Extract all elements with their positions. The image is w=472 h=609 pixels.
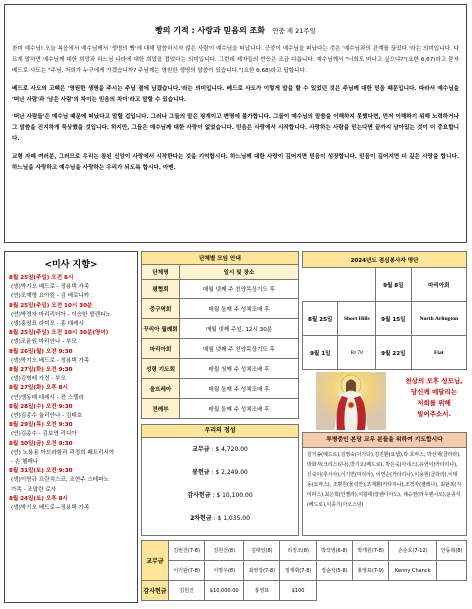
table-row (142, 541, 467, 561)
group-info: 매월 넷째 주 친양목상기도 후 (180, 339, 299, 359)
quote-line: 당신께 매달리는 (410, 388, 458, 396)
group-name: 중구역회 (142, 299, 180, 319)
table-row (142, 581, 467, 601)
group-info: 매월 첫째 주 성체조배 후 (180, 359, 299, 379)
table-cell: North Arlington (411, 302, 466, 336)
table-cell: 이명우(8) (205, 561, 244, 581)
offerings-header: 우리의 정성 (142, 425, 298, 438)
group-name: 꾸리아 월례회 (142, 319, 180, 339)
sick-prayer-box (302, 432, 467, 536)
article-box (4, 4, 467, 243)
article-paragraph: 찬미 예수님! 오늘 복음에서 예수님께서 '생명의 빵'에 대해 말씀하시자 많은 사람이 예수님을 떠납니다. 군중이 예수님을 떠났다는 것은 '예수님과의 관계를 끊었다.'라는 의미입니다. 다르게 말하면 예수님께 대한 희망과 하느님 나라에 대한 희망을 접었다는 의미입니다. 그런데 제자들의 반응은 조금 다릅니다. 예수님께서 "너희도 떠나고 싶으냐?"(요한 6,67)라고 묻자 베드로 사도는 "주님, 저희가 누구에게 가겠습니까? 주님께는 영원한 생명의 말씀이 있습니다."(요한 6,68)라고 답합니다. (12, 46, 459, 75)
article-subtitle: 연중 제 21주일 (272, 27, 316, 35)
table-cell: 9월 8일 (376, 268, 411, 302)
mass-date: 8월 24일(토) 오후 8시 (9, 495, 68, 502)
donation-label: 교무금 (142, 541, 169, 581)
mass-intention: (연)엠동매 데레사 - 전 스텔라 (11, 394, 84, 401)
mass-intention: 가족 - 조말란 로사 (11, 486, 57, 493)
table-cell: 홍영표(7-9) (352, 561, 388, 581)
table-cell: 김태일(8) (244, 541, 280, 561)
donation-table (141, 540, 467, 601)
groups-col-info: 일시 및 장소 (180, 265, 299, 279)
group-name: 성령 기도회 (142, 359, 180, 379)
table-cell: 최영강(7-8) (244, 561, 280, 581)
offering-row: 봉헌금 : $ 2,249.00 (192, 469, 248, 476)
table-cell: 정재휘(7-8) (280, 561, 316, 581)
table-row (142, 379, 299, 399)
table-row (303, 302, 467, 336)
group-info: 매월 둘째 주 성체조배 후 (180, 399, 299, 419)
quote-line: 저희를 위해 (417, 399, 451, 407)
table-cell: 마리아회 (411, 268, 466, 302)
offering-label: 교무금 (192, 446, 210, 453)
table-cell: 김번진(7-8) (169, 541, 205, 561)
offering-value: $ 4,720.00 (215, 446, 248, 453)
table-row (142, 339, 299, 359)
mass-intention: (연)박경자 마리리더아 - 이승한 발렌티노 (11, 311, 111, 318)
table-row (142, 299, 299, 319)
table-cell (437, 561, 467, 581)
group-info: 매월 넷째 주 친양목상기도 후 (180, 279, 299, 299)
table-cell (303, 268, 338, 302)
table-cell: 홍영표 (244, 581, 280, 601)
sacred-heart-image (302, 372, 400, 430)
article-paragraph: 교형 자매 여러분, 그러므로 우리는 참된 신앙이 사랑에서 시작한다는 것을 기억합시다. 하느님께 대한 사랑이 깊어지면 믿음이 성장합니다. 믿음이 깊어지면 더 깊은 사랑을 합니다. 하느님을 사랑하고 예수님을 사랑하는 우리가 되도록 합시다. 아멘. (12, 153, 459, 171)
article-paragraph: 베드로 사도의 고백은 '영원한 생명을 주시는 주님 곁에 남겠습니다.'라는 의미입니다. 베드로 사도가 이렇게 말을 할 수 있었던 것은 주님께 대한 믿음 때문입니다. 따라서 예수님을 '떠난 사람'과 '남은 사람'의 차이는 믿음의 차이'라고 말할 수 있습니다. (12, 85, 459, 103)
prayer-names: 김기송(베드로),김영숙(아가다),김진환(요셉),곽 호마스, 박선재(클라라), 박화자(크리스티나),박기오(베드로), 박은숙(아네스),유연이(카타리나),신숙이(루시아),이기연(마리아), 이연순(카타리나),이용현(클라라),이태동(토마스), 조명원(율리안),조계환(카타리나),조정자(헬레나), 최완복(지미파스),최은희(안젤라),여광태(알렌디아노), 채승권(라우렌시오),윤종식(베드로),이종기(아오스딩) (307, 452, 462, 508)
mass-intention: (연)김종수 - 김보영 리디아 (11, 431, 77, 438)
lunch-volunteers-table (302, 251, 467, 370)
mass-intention: - 손 헬레나 (11, 459, 39, 466)
offering-row: 교무금 : $ 4,720.00 (192, 446, 248, 453)
table-cell: $10,000.00 (205, 581, 244, 601)
quote-line: 빌어주소서. (417, 410, 451, 418)
table-cell: 안동혁(8) (437, 541, 467, 561)
mass-date: 8월 27일(화) 오후 8시 (9, 385, 68, 392)
offering-row: 2차헌금 : $ 1,035.00 (190, 515, 250, 522)
table-cell: Kenny Chanck (389, 561, 437, 581)
article-title: 빵의 기적 : 사랑과 믿음의 조화 (155, 26, 265, 35)
group-info: 매월 둘째 주 성체조배 후 (180, 299, 299, 319)
volunteers-header: 2024년도 점심봉사자 명단 (303, 252, 467, 268)
prayer-header: 투병중인 본당 교우 분들을 위하여 기도합시다 (303, 433, 466, 448)
table-cell (316, 581, 466, 601)
groups-col-name: 단체명 (142, 265, 180, 279)
article-paragraph: '떠난 사람들'은 예수님 때문에 떠났다고 말할 겁입니다. 그러나 그들의 말은 핑계이고 변명에 불가합니다. 그들이 예수님의 말씀을 이해하지 못했다면, 먼저 이해하기 위해 노력하거나 그 말씀을 진지하게 묵상했을 것입니다. 하지만, 그들은 예수님께 대한 사랑이 없었습니다. 믿음은 사랑에서 시작합니다. 사랑하는 사람을 믿는다면 끝까지 남아있는 것이 더 중요합니다. (12, 114, 459, 143)
mass-date: 8월 25일(주일) 오전 10시 30분(영어) (9, 330, 109, 337)
table-cell: Short Hills (338, 302, 376, 336)
mass-intention: (생)홍영표 라미오 - 홍 데레사 (11, 321, 84, 328)
table-cell: 9월 1일 (303, 336, 338, 370)
groups-header: 단체별 모임 안내 (142, 252, 299, 265)
article-heading (12, 25, 459, 36)
quote-line: 천상의 모후 성모님, (405, 377, 463, 385)
table-row (303, 268, 467, 302)
group-name: 마리아회 (142, 339, 180, 359)
offering-label: 감사헌금 (187, 492, 211, 499)
prayer-quote (400, 376, 468, 420)
group-info: 매월 넷째 주일, 12시 30분 (180, 319, 299, 339)
offering-value: $ 2,249.00 (215, 469, 248, 476)
mass-title: <미사 지향> (44, 260, 98, 270)
mass-intention: (생)박기오 베드로—정용택 가족 (11, 505, 90, 512)
table-row (142, 399, 299, 419)
table-row (142, 319, 299, 339)
mass-intention: (생)조윤원 마리안나 - 부모 (11, 339, 77, 346)
table-cell (338, 268, 376, 302)
mass-date: 8월 25일(주일) 오전 10시 30분 (9, 302, 93, 309)
group-name: 평협회 (142, 279, 180, 299)
table-row (142, 279, 299, 299)
table-cell: 김원건(8) (205, 541, 244, 561)
mass-intention: (생)김병래 가정 - 부모 (11, 376, 66, 383)
mass-date: 8월 30일(금) 오전 9:30 (9, 440, 73, 447)
offering-label: 봉헌금 (192, 469, 210, 476)
mass-intentions-box (4, 251, 138, 603)
mass-intention: (연)김종수 율리안나 - 김테호 (11, 413, 83, 420)
table-cell: Fiat (411, 336, 466, 370)
table-cell: 김헌진 (169, 581, 205, 601)
mass-date: 8월 31일(토) 오전 9:30 (9, 468, 73, 475)
table-cell: 박재원(7-8) (352, 541, 388, 561)
mass-list (9, 274, 133, 513)
table-cell: 8월 25일 (303, 302, 338, 336)
offering-row: 감사헌금 : $ 10,100.00 (187, 492, 253, 499)
mass-date: 8월 29일(목) 오전 9:30 (9, 422, 73, 429)
group-name: 울뜨레아 (142, 379, 180, 399)
table-row (303, 336, 467, 370)
table-cell: $100 (280, 581, 316, 601)
table-cell: 리정조(8) (280, 541, 316, 561)
mass-intention: (생)박기오 베드로 - 정용택 가족 (11, 357, 90, 364)
mass-intention: (연) 노용용 아브라함과 곽정희 페트리시아 (11, 449, 115, 456)
table-cell: 정순자(5-8) (316, 561, 352, 581)
donation-label: 감사헌금 (142, 581, 169, 601)
mass-date: 8월 28일(수) 오전 9:30 (9, 403, 73, 410)
table-cell: 9월 15일 (376, 302, 411, 336)
offering-value: $ 10,100.00 (216, 492, 253, 499)
table-cell: 박작영(6-8) (316, 541, 352, 561)
offering-label: 2차헌금 (190, 515, 212, 522)
group-info: 매월 둘째 주 성체조배 후 (180, 379, 299, 399)
table-cell: 9월 22일 (376, 336, 411, 370)
mass-date: 8월 27일(화) 오전 9:30 (9, 367, 73, 374)
mass-intention: (생)이명규 프란치스코, 조현주 스테파노 (11, 477, 109, 484)
mass-date: 8월 26일(월) 오전 9:30 (9, 348, 73, 355)
table-row (142, 359, 299, 379)
mass-date: 8월 25일(주일) 오전 8시 (9, 275, 74, 281)
table-cell: Rt 78 (338, 336, 376, 370)
table-row (142, 561, 467, 581)
offering-value: $ 1,035.00 (217, 515, 250, 522)
table-cell: 이기완(7-8) (169, 561, 205, 581)
table-cell: 손순호(7-12) (389, 541, 437, 561)
offerings-box (141, 424, 299, 536)
mass-intention: (연)조재형 요아킴 - 김 베로니카 (11, 293, 90, 300)
group-name: 전례부 (142, 399, 180, 419)
mass-intention: (생)박기오 베드로 - 정용택 가족 (11, 284, 90, 291)
group-meetings-table (141, 251, 299, 419)
